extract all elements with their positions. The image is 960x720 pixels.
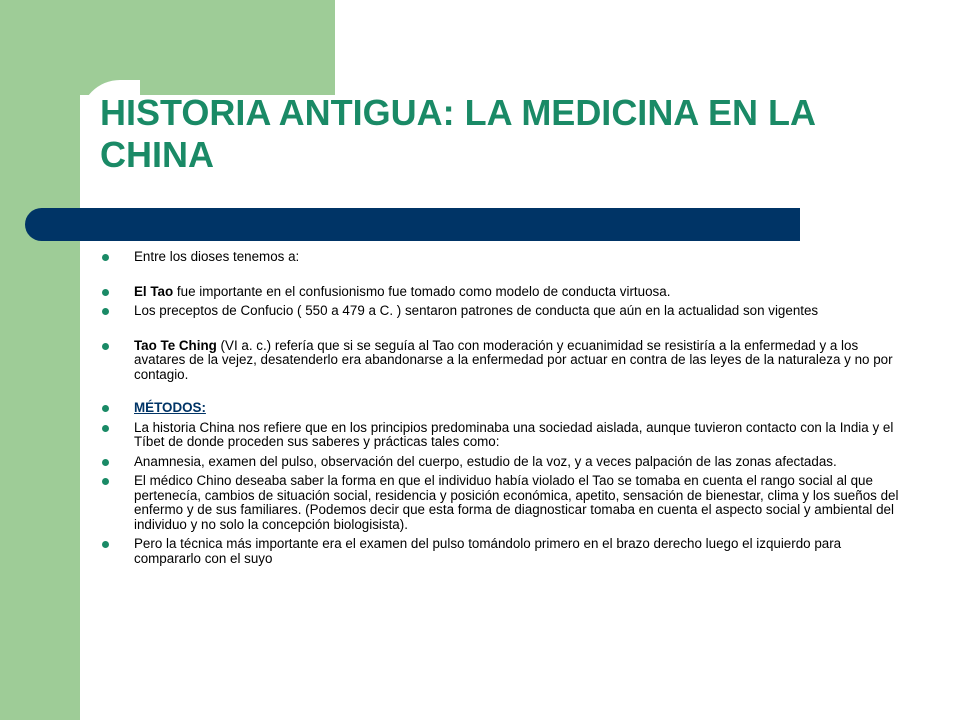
bullet-text: (VI a. c.) refería que si se seguía al Tao con moderación y ecuanimidad se resistiría a la enfermedad y a los avatares de la vejez, desatenderlo era abandonarse a la enfermedad por actuar en contra de las leyes de la naturaleza y no por contagio. (134, 337, 893, 382)
title-underline-bar (25, 208, 800, 241)
bullet-list (100, 250, 900, 566)
bullet-dot-icon (102, 289, 109, 296)
bullet-text: Anamnesia, examen del pulso, observación del cuerpo, estudio de la voz, y a veces palpación de las zonas afectadas. (134, 453, 837, 469)
section-heading: MÉTODOS: (134, 400, 206, 415)
bullet-text: Los preceptos de Confucio ( 550 a 479 a C. ) sentaron patrones de conducta que aún en la actualidad son vigentes (134, 303, 819, 318)
bullet-item (100, 250, 900, 265)
bullet-item (100, 455, 900, 470)
bullet-item (100, 285, 900, 300)
bullet-lead: Tao Te Ching (134, 337, 217, 353)
bullet-item (100, 474, 900, 532)
bullet-lead: El Tao (134, 283, 174, 299)
bullet-item (100, 421, 900, 450)
bullet-dot-icon (102, 425, 109, 432)
bullet-item (100, 304, 900, 319)
bullet-item (100, 537, 900, 566)
bullet-text: fue importante en el confusionismo fue tomado como modelo de conducta virtuosa. (173, 283, 671, 299)
bullet-dot-icon (102, 343, 109, 350)
bullet-dot-icon (102, 405, 109, 412)
bullet-dot-icon (102, 308, 109, 315)
bullet-text: La historia China nos refiere que en los principios predominaba una sociedad aislada, aunque tuvieron contacto con la India y el Tíbet de donde proceden sus saberes y prácticas tales como: (134, 419, 894, 449)
green-side-panel (0, 0, 80, 720)
bullet-text: El médico Chino deseaba saber la forma en que el individuo había violado el Tao se tomaba en cuenta el rango social al que pertenecía, cambios de situación social, residencia y posición económica, apetito, sensación de bienestar, clima y los sueños del enfermo y de sus familiares. (Podemos decir que esta forma de diagnosticar tomaba en cuenta el aspecto social y ambiental del individuo y no solo la concepción biologisista). (134, 473, 899, 532)
bullet-dot-icon (102, 254, 109, 261)
bullet-dot-icon (102, 541, 109, 548)
bullet-item (100, 401, 900, 416)
bullet-item (100, 339, 900, 383)
bullet-text: Entre los dioses tenemos a: (134, 249, 300, 264)
bullet-dot-icon (102, 459, 109, 466)
bullet-dot-icon (102, 478, 109, 485)
slide-title: HISTORIA ANTIGUA: LA MEDICINA EN LA CHINA (100, 92, 815, 175)
bullet-text: Pero la técnica más importante era el examen del pulso tomándolo primero en el brazo derecho luego el izquierdo para compararlo con el suyo (134, 536, 842, 566)
